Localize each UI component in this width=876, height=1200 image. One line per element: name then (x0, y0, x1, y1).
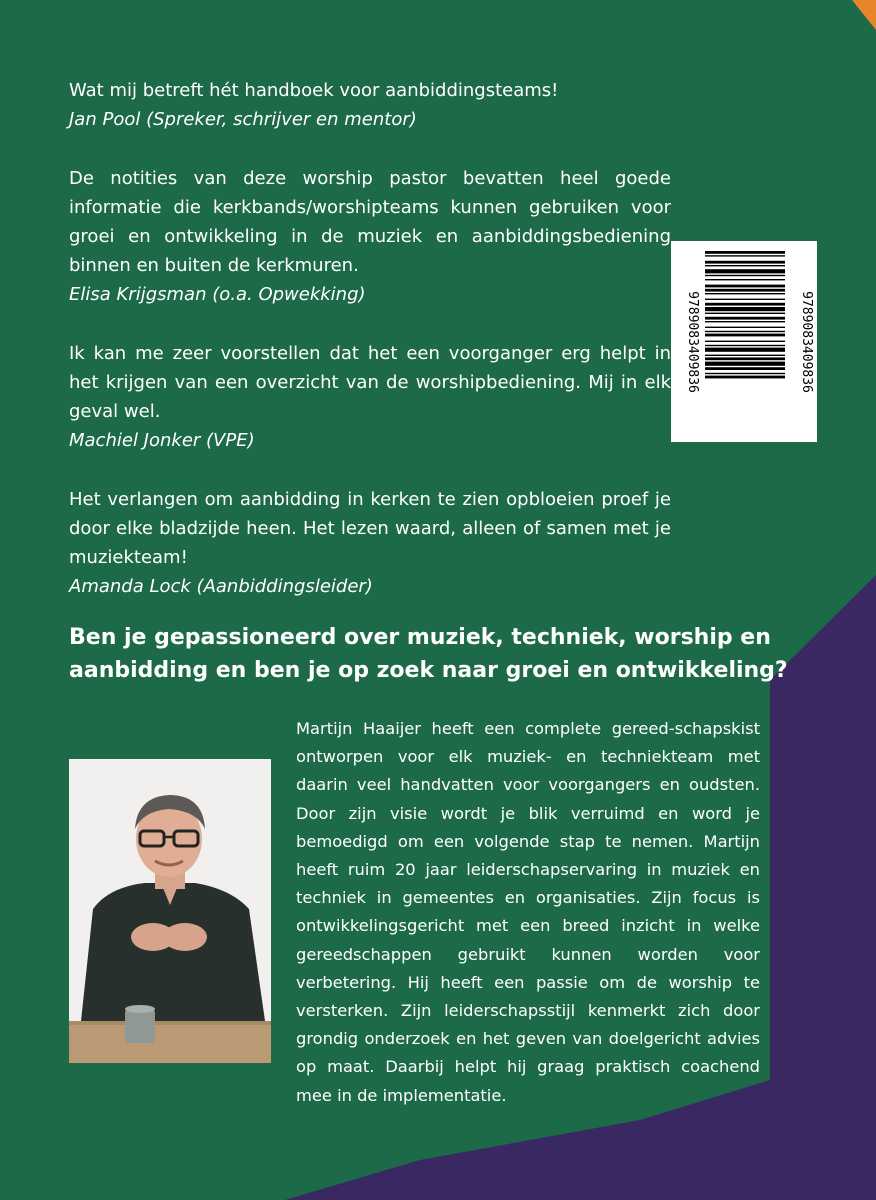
barcode-bar (705, 307, 785, 311)
barcode-bar (705, 317, 785, 320)
barcode-bar (705, 275, 785, 276)
barcode-bar (705, 348, 785, 352)
barcode-bar (705, 327, 785, 328)
headline: Ben je gepassioneerd over muziek, techniek, worship en aanbidding en ben je op zoek naar groei en ontwikkeling? (69, 625, 788, 683)
author-bio: Martijn Haaijer heeft een complete gereed-schapskist ontworpen voor elk muziek- en techniekteam met daarin veel handvatten voor voorgangers en oudsten. Door zijn visie wordt je blik verruimd en word je bemoedigd om een volgende stap te nemen. Martijn heeft ruim 20 jaar leiderschapservaring in muziek en techniek in gemeentes en organisaties. Zijn focus is ontwikkelingsgericht met een breed inzicht in welke gereedschappen gebruikt kunnen worden voor verbetering. Hij heeft een passie om de worship te versterken. Zijn leiderschapsstijl kenmerkt zich door grondig onderzoek en het geven van doelgericht advies op maat. Daarbij helpt hij graag praktisch coachend mee in de implementatie. (296, 719, 760, 1105)
barcode-bar (705, 293, 785, 294)
quote-block (69, 485, 671, 601)
barcode-number: 9789083409836 (685, 291, 700, 393)
barcode-bar (705, 313, 785, 314)
barcode-bar (705, 289, 785, 292)
barcode-bar (705, 341, 785, 342)
isbn-barcode (671, 241, 817, 442)
barcode-bar (705, 279, 785, 280)
quotes-section (69, 76, 671, 631)
barcode-bar (705, 321, 785, 322)
barcode-bar (705, 357, 785, 360)
quote-author: Machiel Jonker (VPE) (69, 430, 255, 451)
barcode-bar (705, 255, 785, 256)
barcode-bar (705, 261, 785, 264)
author-photo (69, 759, 271, 1063)
orange-corner-shape (852, 0, 876, 30)
quote-text: Wat mij betreft hét handboek voor aanbiddingsteams! (69, 80, 559, 101)
barcode-bar (705, 362, 785, 366)
quote-block (69, 76, 671, 134)
quote-author: Amanda Lock (Aanbiddingsleider) (69, 576, 373, 597)
barcode-number-repeat: 9789083409836 (799, 291, 814, 393)
barcode-bar (705, 269, 785, 273)
barcode-bar (705, 334, 785, 337)
quote-block (69, 339, 671, 455)
barcode-bar (705, 367, 785, 370)
barcode-bar (705, 299, 785, 300)
barcode-bar (705, 251, 785, 254)
barcode-bar (705, 345, 785, 346)
barcode-bar (705, 331, 785, 332)
quote-text: Het verlangen om aanbidding in kerken te zien opbloeien proef je door elke bladzijde heen. Het lezen waard, alleen of samen met je muziekteam! (69, 489, 671, 568)
quote-block (69, 164, 671, 309)
barcode-bar (705, 303, 785, 306)
barcode-bar (705, 376, 785, 379)
barcode-bar (705, 285, 785, 288)
quote-author: Elisa Krijgsman (o.a. Opwekking) (69, 284, 366, 305)
barcode-bar (705, 355, 785, 356)
quote-text: De notities van deze worship pastor bevatten heel goede informatie die kerkbands/worshipteams kunnen gebruiken voor groei en ontwikkeling in de muziek en aanbiddingsbediening binnen en buiten de kerkmuren. (69, 168, 671, 276)
quote-author: Jan Pool (Spreker, schrijver en mentor) (69, 109, 417, 130)
quote-text: Ik kan me zeer voorstellen dat het een voorganger erg helpt in het krijgen van een overzicht van de worshipbediening. Mij in elk geval wel. (69, 343, 671, 422)
barcode-bar (705, 373, 785, 374)
barcode-bar (705, 265, 785, 266)
